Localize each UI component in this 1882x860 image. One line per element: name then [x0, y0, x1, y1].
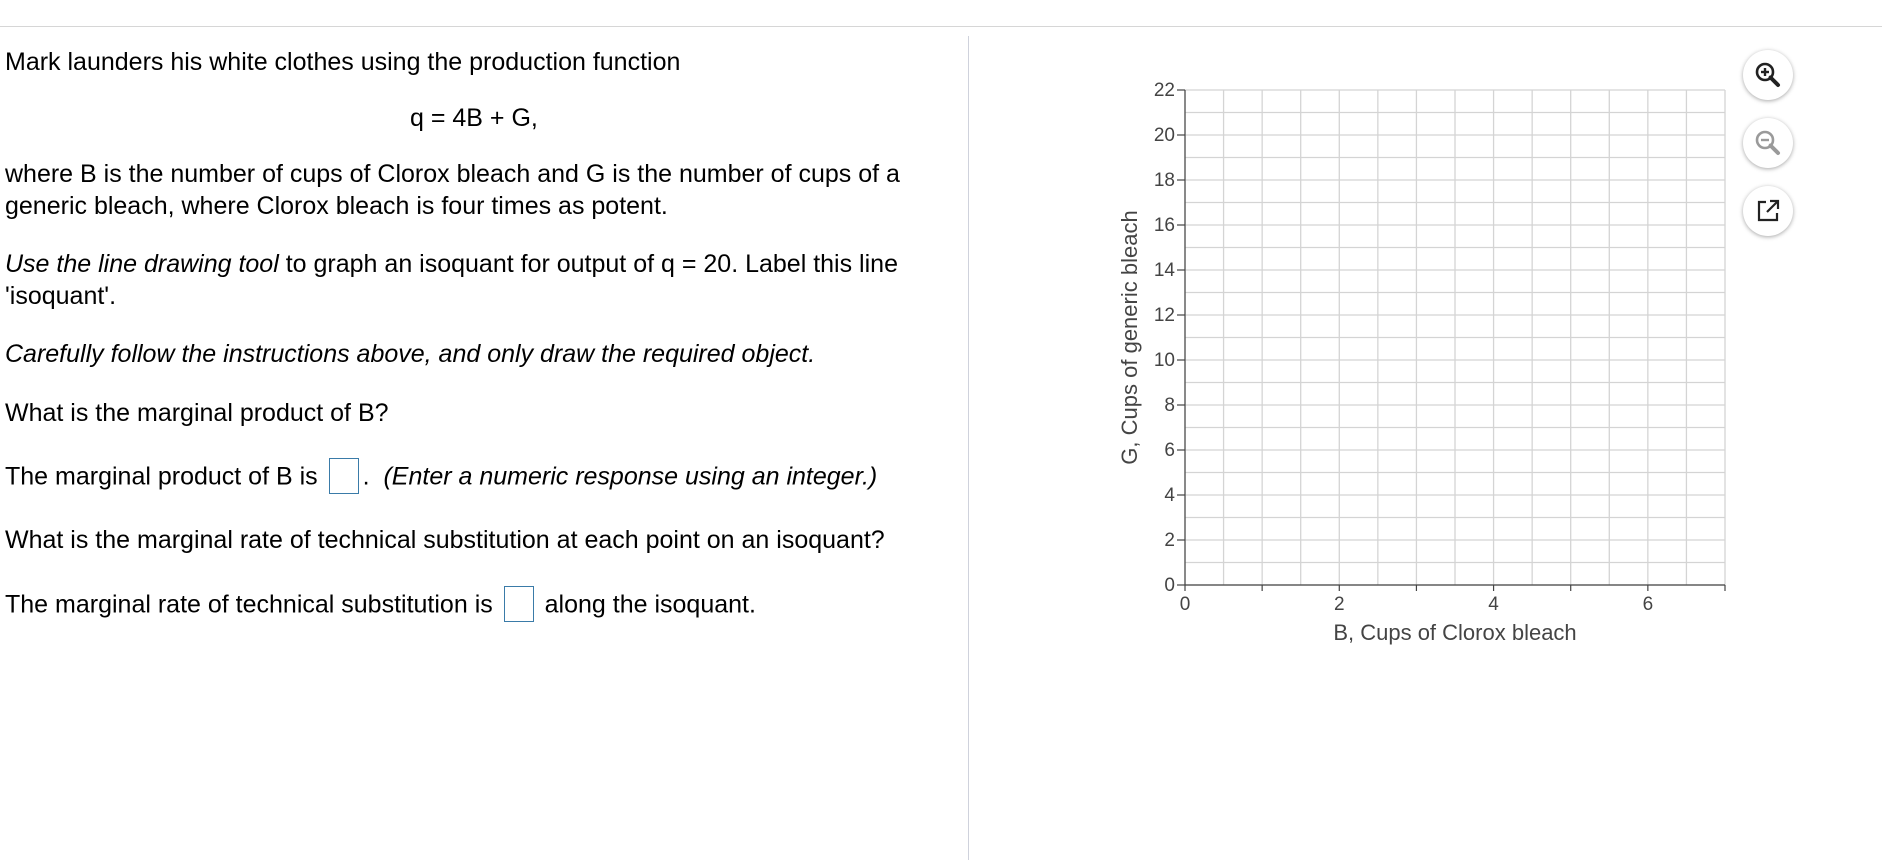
- mp-suffix: .: [362, 462, 370, 491]
- x-axis-title: B, Cups of Clorox bleach: [1333, 620, 1577, 645]
- popout-icon: [1754, 197, 1782, 225]
- y-tick-label: 18: [1153, 170, 1175, 191]
- mp-answer-line: [5, 460, 877, 496]
- instruction-text: [5, 248, 945, 312]
- x-tick-label: 0: [1179, 594, 1191, 615]
- y-tick-label: 8: [1164, 395, 1175, 416]
- caution-text: [5, 338, 815, 370]
- popout-button[interactable]: [1743, 186, 1793, 236]
- y-tick-label: 10: [1153, 350, 1175, 371]
- y-tick-label: 14: [1153, 260, 1175, 281]
- y-tick-label: 16: [1153, 215, 1175, 236]
- y-tick-label: 0: [1164, 575, 1175, 596]
- x-tick-label: 2: [1333, 594, 1345, 615]
- mp-answer-input[interactable]: [329, 458, 359, 494]
- mrts-suffix: along the isoquant.: [544, 590, 756, 619]
- caution-italic: Carefully follow the instructions above, and only draw the required object.: [5, 340, 816, 368]
- mp-prefix: The marginal product of B is: [5, 462, 318, 491]
- y-tick-label: 22: [1153, 80, 1175, 101]
- y-axis-title: G, Cups of generic bleach: [1117, 210, 1142, 465]
- y-tick-label: 4: [1164, 485, 1175, 506]
- x-tick-label: 6: [1642, 594, 1654, 615]
- y-tick-label: 20: [1153, 125, 1175, 146]
- zoom-out-button[interactable]: [1743, 118, 1793, 168]
- mrts-question: What is the marginal rate of technical substitution at each point on an isoquant?: [5, 526, 885, 554]
- mp-hint: (Enter a numeric response using an integer.): [383, 462, 878, 491]
- zoom-in-icon: [1753, 60, 1783, 90]
- mrts-answer-line: [5, 588, 756, 624]
- y-tick-label: 6: [1164, 440, 1175, 461]
- panel-divider: [968, 36, 969, 860]
- mp-question: What is the marginal product of B?: [5, 399, 389, 427]
- zoom-in-button[interactable]: [1743, 50, 1793, 100]
- mrts-prefix: The marginal rate of technical substitution is: [5, 590, 493, 619]
- instruction-rest: to graph an isoquant for output of q = 20. Label this line 'isoquant'.: [5, 250, 898, 310]
- intro-text: Mark launders his white clothes using the production function: [5, 48, 681, 76]
- zoom-out-icon: [1753, 128, 1783, 158]
- isoquant-graph[interactable]: [1105, 60, 1785, 700]
- top-rule: [0, 26, 1882, 27]
- y-tick-label: 2: [1164, 530, 1175, 551]
- production-equation: q = 4B + G,: [410, 104, 538, 132]
- instruction-italic: Use the line drawing tool: [5, 250, 279, 278]
- y-tick-label: 12: [1153, 305, 1175, 326]
- definition-text: where B is the number of cups of Clorox bleach and G is the number of cups of a generic bleach, where Clorox bleach is four times as potent.: [5, 160, 900, 220]
- mrts-answer-input[interactable]: [504, 586, 534, 622]
- x-tick-label: 4: [1488, 594, 1499, 615]
